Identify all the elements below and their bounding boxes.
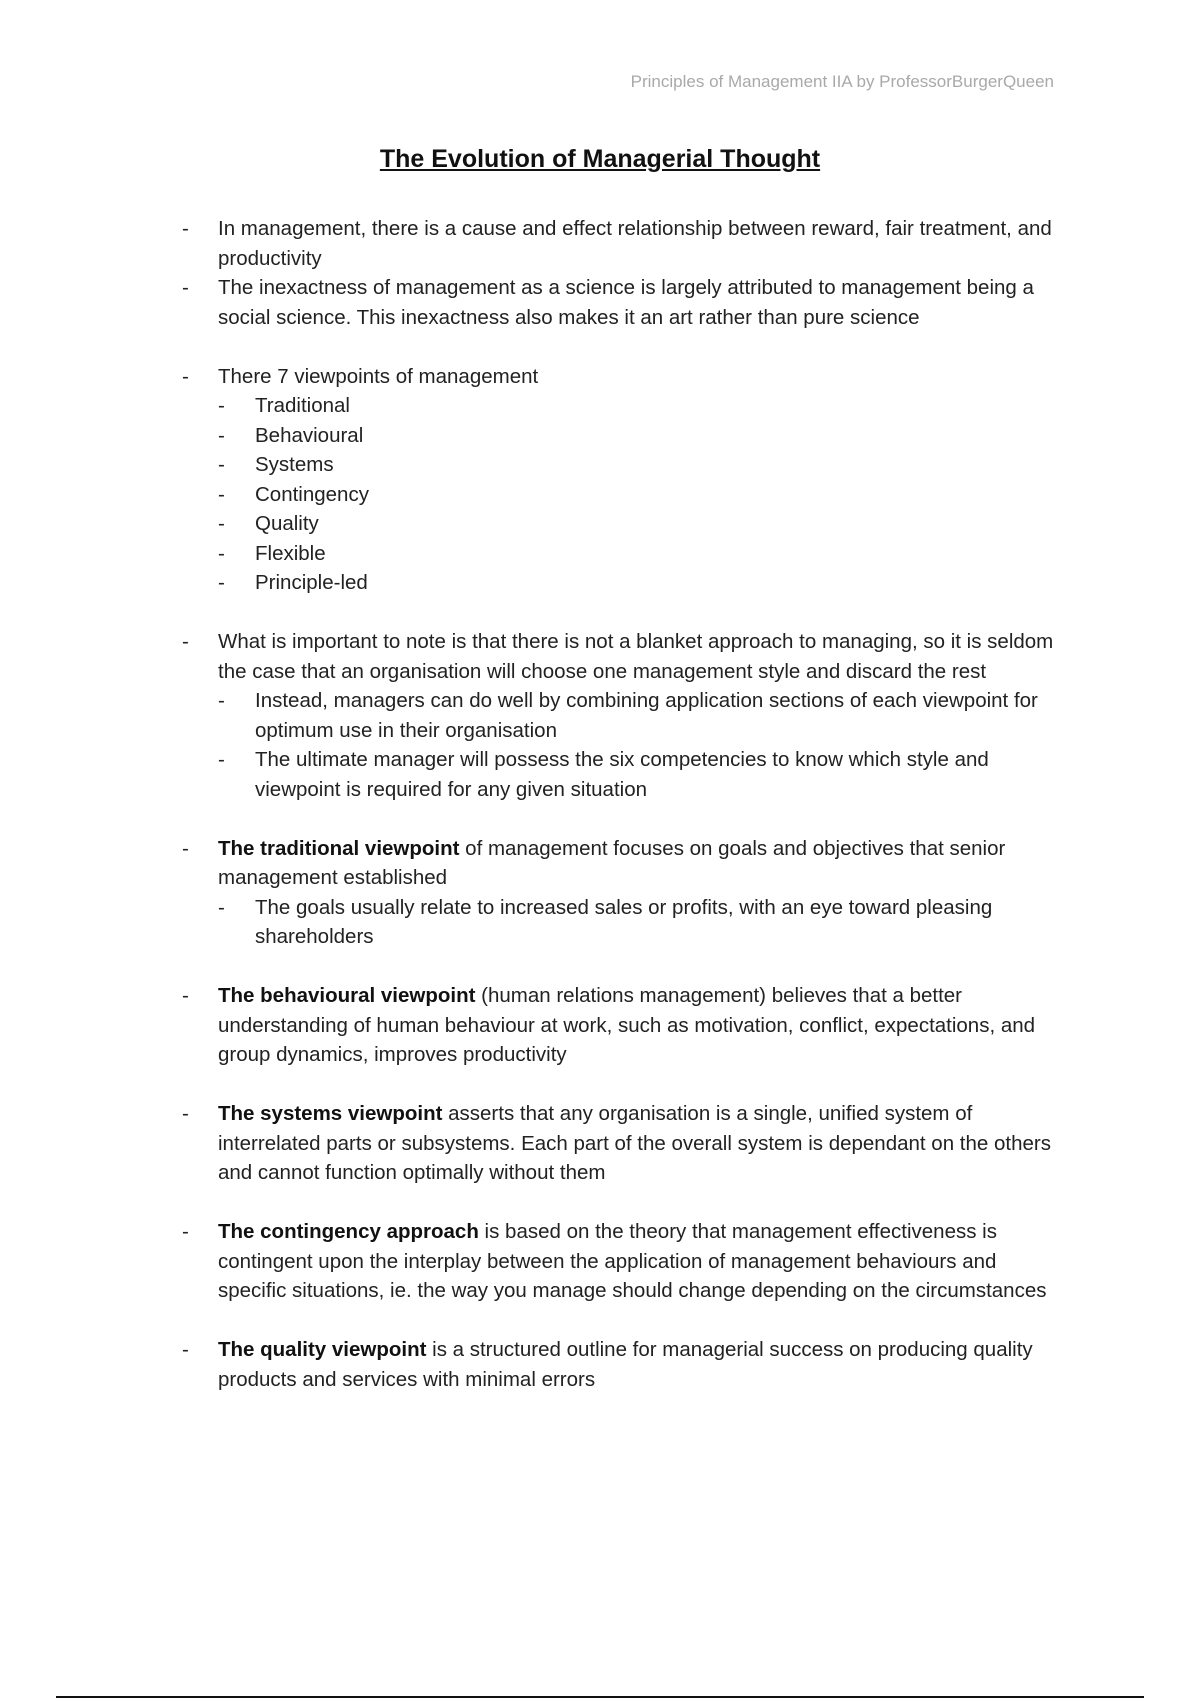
- sub-list-item: [182, 686, 1062, 745]
- item-text: The inexactness of management as a science is largely attributed to management being a social science. This inexactness also makes it an art rather than pure science: [218, 276, 1034, 329]
- term-traditional: The traditional viewpoint: [218, 836, 460, 860]
- list-item-behavioural: [182, 981, 1062, 1070]
- item-text: of management focuses on goals and objectives that senior management established: [218, 836, 1006, 889]
- bullet-dash: -: [182, 1220, 189, 1243]
- sub-list-item: [182, 421, 1062, 451]
- sub-list-item: [182, 745, 1062, 804]
- sub-list-item: [182, 480, 1062, 510]
- item-text: The goals usually relate to increased sales or profits, with an eye toward pleasing shareholders: [255, 895, 993, 948]
- item-text: There 7 viewpoints of management: [218, 364, 539, 388]
- item-text: In management, there is a cause and effect relationship between reward, fair treatment, and productivity: [218, 217, 1052, 270]
- sub-list-item: [182, 539, 1062, 569]
- item-text: Flexible: [255, 541, 326, 565]
- item-text: Contingency: [255, 482, 369, 506]
- list-item-approach: [182, 627, 1062, 686]
- sub-list-item: [182, 450, 1062, 480]
- item-text: (human relations management) believes that a better understanding of human behaviour at work, such as motivation, conflict, expectations, and group dynamics, improves productivity: [218, 984, 1036, 1066]
- term-quality: The quality viewpoint: [218, 1338, 427, 1361]
- sub-list-item: [182, 568, 1062, 598]
- item-text: Instead, managers can do well by combining application sections of each viewpoint for optimum use in their organisation: [255, 689, 1038, 742]
- term-systems: The systems viewpoint: [218, 1102, 443, 1125]
- item-text: is a structured outline for managerial success on producing quality products and services with minimal errors: [218, 1338, 1033, 1391]
- page-bottom-rule: [56, 1696, 1144, 1698]
- bullet-dash: -: [182, 984, 189, 1007]
- list-item-systems: [182, 1099, 1062, 1188]
- bullet-dash: -: [182, 217, 189, 240]
- bullet-dash: -: [182, 836, 189, 860]
- bullet-dash: -: [218, 748, 225, 771]
- document-body: [182, 214, 1062, 1394]
- sub-list-item: [182, 509, 1062, 539]
- bullet-dash: -: [218, 541, 225, 565]
- page-title: The Evolution of Managerial Thought: [379, 145, 821, 173]
- sub-list-item: [182, 893, 1062, 952]
- item-text: Behavioural: [255, 423, 364, 447]
- item-text: What is important to note is that there is not a blanket approach to managing, so it is seldom the case that an organisation will choose one management style and discard the rest: [218, 630, 1054, 683]
- term-behavioural: The behavioural viewpoint: [218, 984, 476, 1007]
- bullet-dash: -: [182, 1338, 189, 1361]
- bullet-dash: -: [218, 423, 225, 447]
- bullet-dash: -: [182, 630, 189, 653]
- bullet-dash: -: [218, 512, 225, 535]
- item-text: is based on the theory that management effectiveness is contingent upon the interplay between the application of management behaviours and specific situations, ie. the way you manage should change depending on the circumstances: [218, 1220, 1047, 1302]
- item-text: Quality: [255, 512, 319, 535]
- document-header-note: Principles of Management IIA by ProfessorBurgerQueen: [630, 72, 1054, 91]
- list-item-quality: [182, 1335, 1062, 1394]
- item-text: Principle-led: [255, 571, 368, 594]
- item-text: Systems: [255, 453, 334, 476]
- bullet-dash: -: [182, 364, 189, 388]
- bullet-dash: -: [218, 453, 225, 476]
- item-text: asserts that any organisation is a single, unified system of interrelated parts or subsystems. Each part of the overall system is dependant on the others and cannot function optimally without them: [218, 1102, 1051, 1184]
- bullet-dash: -: [218, 895, 225, 919]
- list-item: [182, 273, 1062, 332]
- list-item-traditional: [182, 834, 1062, 893]
- list-item: [182, 214, 1062, 273]
- item-text: Traditional: [255, 394, 350, 417]
- bullet-dash: -: [218, 689, 225, 712]
- bullet-dash: -: [182, 1102, 189, 1125]
- bullet-dash: -: [182, 276, 189, 299]
- list-item-contingency: [182, 1217, 1062, 1306]
- bullet-dash: -: [218, 394, 225, 417]
- bullet-dash: -: [218, 482, 225, 506]
- list-item-viewpoints: [182, 362, 1062, 392]
- term-contingency: The contingency approach: [218, 1220, 479, 1243]
- sub-list-item: [182, 391, 1062, 421]
- bullet-dash: -: [218, 571, 225, 594]
- item-text: The ultimate manager will possess the six competencies to know which style and viewpoint is required for any given situation: [255, 748, 989, 801]
